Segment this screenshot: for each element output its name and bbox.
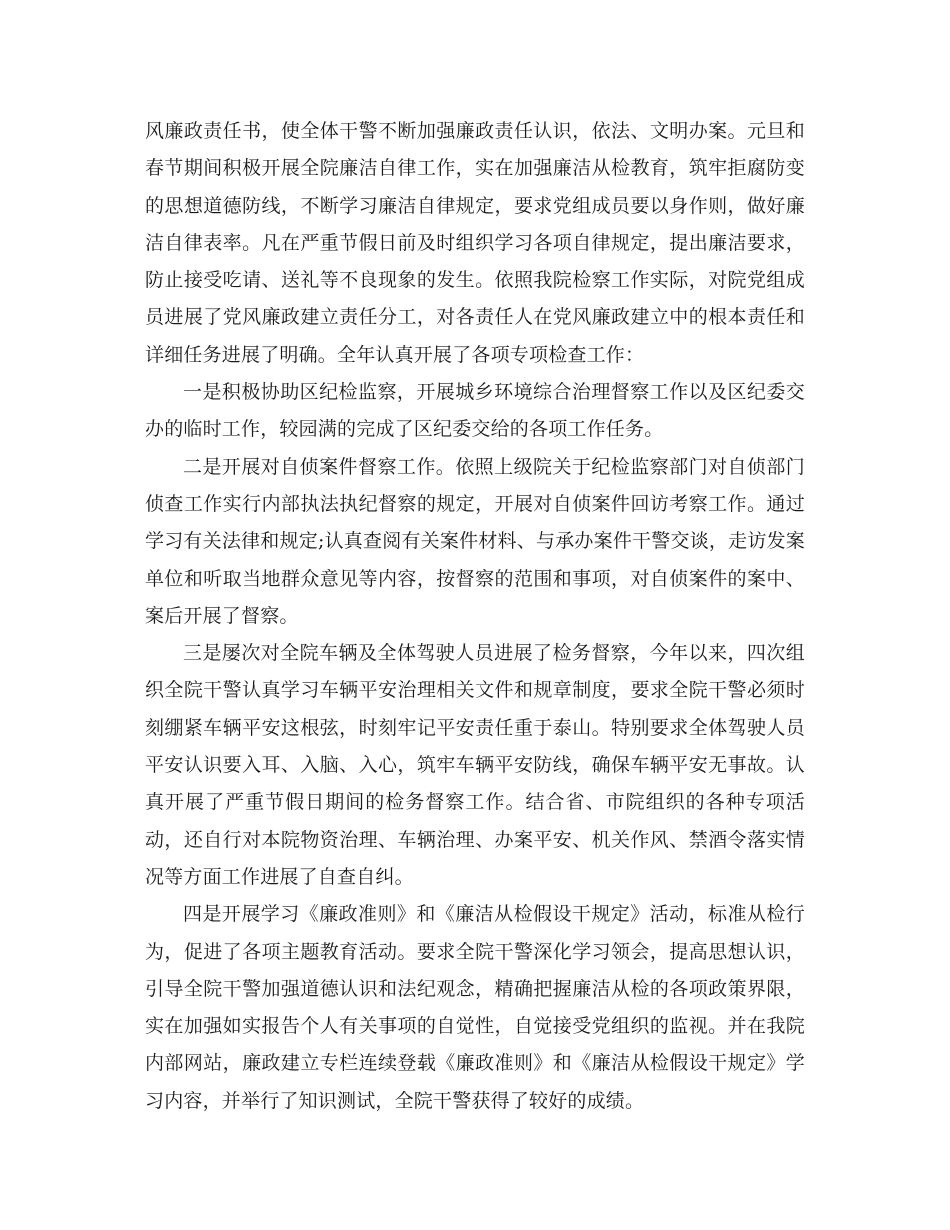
paragraph-3: 二是开展对自侦案件督察工作。依照上级院关于纪检监察部门对自侦部门侦查工作实行内部执法执纪督察的规定，开展对自侦案件回访考察工作。通过学习有关法律和规定;认真查阅有关案件材料、与承办案件干警交谈，走访发案单位和听取当地群众意见等内容，按督察的范围和事项，对自侦案件的案中、案后开展了督察。: [145, 455, 805, 627]
paragraph-4: 三是屡次对全院车辆及全体驾驶人员进展了检务督察，今年以来，四次组织全院干警认真学习车辆平安治理相关文件和规章制度，要求全院干警必须时刻绷紧车辆平安这根弦，时刻牢记平安责任重于泰山。特别要求全体驾驶人员平安认识要入耳、入脑、入心，筑牢车辆平安防线，确保车辆平安无事故。认真开展了严重节假日期间的检务督察工作。结合省、市院组织的各种专项活动，还自行对本院物资治理、车辆治理、办案平安、机关作风、禁酒令落实情况等方面工作进展了自查自纠。: [145, 642, 805, 888]
paragraph-2: 一是积极协助区纪检监察，开展城乡环境综合治理督察工作以及区纪委交办的临时工作，较园满的完成了区纪委交给的各项工作任务。: [145, 381, 805, 441]
paragraph-1: 风廉政责任书，使全体干警不断加强廉政责任认识，依法、文明办案。元旦和春节期间积极开展全院廉洁自律工作，实在加强廉洁从检教育，筑牢拒腐防变的思想道德防线，不断学习廉洁自律规定，要求党组成员要以身作则，做好廉洁自律表率。凡在严重节假日前及时组织学习各项自律规定，提出廉洁要求，防止接受吃请、送礼等不良现象的发生。依照我院检察工作实际，对院党组成员进展了党风廉政建立责任分工，对各责任人在党风廉政建立中的根本责任和详细任务进展了明确。全年认真开展了各项专项检查工作：: [145, 120, 805, 366]
paragraph-5: 四是开展学习《廉政准则》和《廉洁从检假设干规定》活动，标准从检行为，促进了各项主题教育活动。要求全院干警深化学习领会，提高思想认识，引导全院干警加强道德认识和法纪观念，精确把握廉洁从检的各项政策界限，实在加强如实报告个人有关事项的自觉性，自觉接受党组织的监视。并在我院内部网站，廉政建立专栏连续登载《廉政准则》和《廉洁从检假设干规定》学习内容，并举行了知识测试，全院干警获得了较好的成绩。: [145, 903, 805, 1112]
document-body: [145, 113, 805, 1120]
